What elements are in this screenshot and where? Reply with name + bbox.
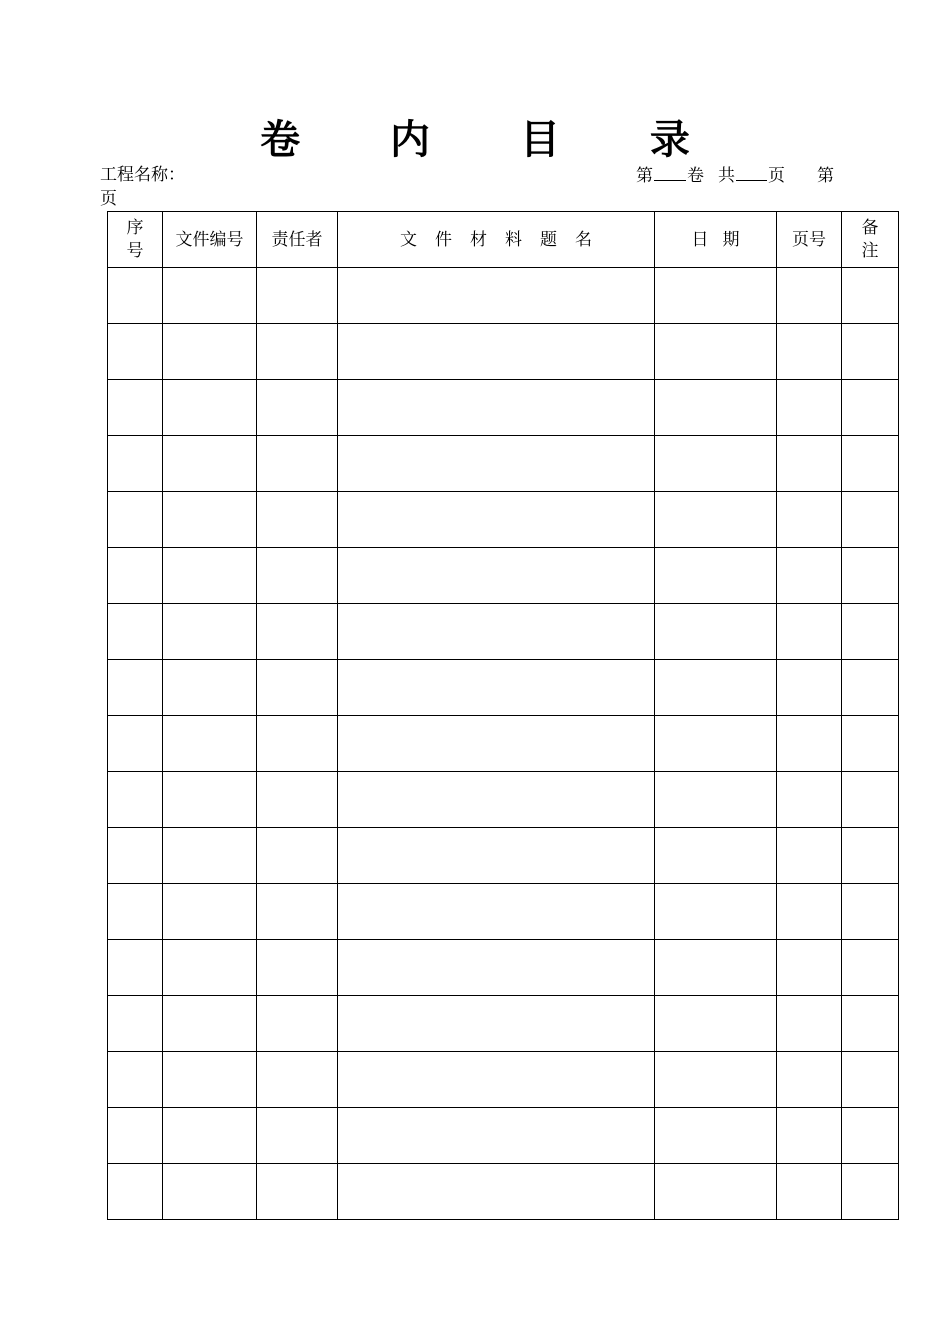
cell-responsible[interactable] bbox=[257, 772, 338, 828]
cell-file-number[interactable] bbox=[163, 380, 257, 436]
table-row bbox=[108, 996, 899, 1052]
cell-seq[interactable] bbox=[108, 940, 163, 996]
cell-responsible[interactable] bbox=[257, 548, 338, 604]
table-row bbox=[108, 940, 899, 996]
cell-file-title[interactable] bbox=[338, 1052, 655, 1108]
cell-seq[interactable] bbox=[108, 996, 163, 1052]
cell-responsible[interactable] bbox=[257, 1052, 338, 1108]
table-row bbox=[108, 492, 899, 548]
cell-seq[interactable] bbox=[108, 1052, 163, 1108]
cell-date[interactable] bbox=[655, 884, 777, 940]
table-row bbox=[108, 604, 899, 660]
header-remark-line1: 备 bbox=[861, 217, 879, 238]
header-responsible: 责任者 bbox=[257, 212, 338, 268]
cell-file-title[interactable] bbox=[338, 940, 655, 996]
total-pages-prefix: 共 bbox=[718, 166, 735, 186]
volume-number-blank[interactable] bbox=[654, 164, 686, 181]
cell-date[interactable] bbox=[655, 716, 777, 772]
table-row bbox=[108, 548, 899, 604]
cell-page-no[interactable] bbox=[777, 604, 842, 660]
table-row bbox=[108, 1052, 899, 1108]
cell-responsible[interactable] bbox=[257, 436, 338, 492]
cell-remark[interactable] bbox=[842, 380, 899, 436]
cell-date[interactable] bbox=[655, 1164, 777, 1220]
cell-remark[interactable] bbox=[842, 828, 899, 884]
cell-date[interactable] bbox=[655, 492, 777, 548]
header-seq-line1: 序 bbox=[126, 217, 144, 238]
cell-date[interactable] bbox=[655, 940, 777, 996]
cell-file-title[interactable] bbox=[338, 492, 655, 548]
table-row bbox=[108, 268, 899, 324]
cell-page-no[interactable] bbox=[777, 268, 842, 324]
cell-file-number[interactable] bbox=[163, 1052, 257, 1108]
cell-date[interactable] bbox=[655, 604, 777, 660]
cell-seq[interactable] bbox=[108, 716, 163, 772]
cell-seq[interactable] bbox=[108, 492, 163, 548]
cell-remark[interactable] bbox=[842, 884, 899, 940]
catalog-table bbox=[107, 211, 899, 1220]
cell-seq[interactable] bbox=[108, 604, 163, 660]
cell-date[interactable] bbox=[655, 436, 777, 492]
cell-date[interactable] bbox=[655, 772, 777, 828]
cell-seq[interactable] bbox=[108, 660, 163, 716]
total-pages-suffix: 页 bbox=[768, 166, 785, 186]
cell-responsible[interactable] bbox=[257, 940, 338, 996]
cell-responsible[interactable] bbox=[257, 716, 338, 772]
current-page-suffix: 页 bbox=[100, 189, 117, 209]
cell-file-number[interactable] bbox=[163, 436, 257, 492]
header-seq bbox=[108, 212, 163, 268]
cell-responsible[interactable] bbox=[257, 604, 338, 660]
header-remark bbox=[842, 212, 899, 268]
cell-responsible[interactable] bbox=[257, 1164, 338, 1220]
cell-file-number[interactable] bbox=[163, 772, 257, 828]
cell-file-number[interactable] bbox=[163, 548, 257, 604]
cell-file-number[interactable] bbox=[163, 1108, 257, 1164]
header-seq-line2: 号 bbox=[126, 240, 144, 261]
cell-seq[interactable] bbox=[108, 548, 163, 604]
cell-responsible[interactable] bbox=[257, 1108, 338, 1164]
cell-file-title[interactable] bbox=[338, 548, 655, 604]
cell-file-number[interactable] bbox=[163, 1164, 257, 1220]
cell-page-no[interactable] bbox=[777, 324, 842, 380]
total-pages-blank[interactable] bbox=[736, 164, 767, 181]
table-row bbox=[108, 828, 899, 884]
table-row bbox=[108, 436, 899, 492]
catalog-body bbox=[108, 268, 899, 1220]
cell-seq[interactable] bbox=[108, 884, 163, 940]
current-page-prefix: 第 bbox=[817, 166, 834, 186]
cell-page-no[interactable] bbox=[777, 492, 842, 548]
cell-remark[interactable] bbox=[842, 436, 899, 492]
cell-page-no[interactable] bbox=[777, 772, 842, 828]
cell-page-no[interactable] bbox=[777, 1108, 842, 1164]
cell-responsible[interactable] bbox=[257, 324, 338, 380]
cell-page-no[interactable] bbox=[777, 884, 842, 940]
cell-file-title[interactable] bbox=[338, 884, 655, 940]
cell-file-title[interactable] bbox=[338, 324, 655, 380]
cell-page-no[interactable] bbox=[777, 716, 842, 772]
table-row bbox=[108, 1108, 899, 1164]
cell-date[interactable] bbox=[655, 268, 777, 324]
cell-remark[interactable] bbox=[842, 324, 899, 380]
cell-remark[interactable] bbox=[842, 548, 899, 604]
cell-remark[interactable] bbox=[842, 1164, 899, 1220]
cell-page-no[interactable] bbox=[777, 828, 842, 884]
cell-file-number[interactable] bbox=[163, 268, 257, 324]
header-row bbox=[108, 212, 899, 268]
cell-responsible[interactable] bbox=[257, 380, 338, 436]
cell-file-number[interactable] bbox=[163, 828, 257, 884]
cell-file-number[interactable] bbox=[163, 996, 257, 1052]
cell-remark[interactable] bbox=[842, 772, 899, 828]
cell-remark[interactable] bbox=[842, 1052, 899, 1108]
cell-remark[interactable] bbox=[842, 604, 899, 660]
cell-file-number[interactable] bbox=[163, 492, 257, 548]
cell-date[interactable] bbox=[655, 828, 777, 884]
cell-file-number[interactable] bbox=[163, 660, 257, 716]
table-row bbox=[108, 660, 899, 716]
cell-page-no[interactable] bbox=[777, 660, 842, 716]
table-row bbox=[108, 716, 899, 772]
cell-seq[interactable] bbox=[108, 828, 163, 884]
cell-responsible[interactable] bbox=[257, 884, 338, 940]
cell-date[interactable] bbox=[655, 380, 777, 436]
cell-remark[interactable] bbox=[842, 660, 899, 716]
cell-remark[interactable] bbox=[842, 940, 899, 996]
cell-file-title[interactable] bbox=[338, 1108, 655, 1164]
cell-remark[interactable] bbox=[842, 492, 899, 548]
cell-file-title[interactable] bbox=[338, 772, 655, 828]
cell-remark[interactable] bbox=[842, 996, 899, 1052]
cell-remark[interactable] bbox=[842, 1108, 899, 1164]
cell-file-title[interactable] bbox=[338, 660, 655, 716]
cell-file-number[interactable] bbox=[163, 324, 257, 380]
cell-file-title[interactable] bbox=[338, 716, 655, 772]
cell-page-no[interactable] bbox=[777, 380, 842, 436]
cell-file-number[interactable] bbox=[163, 884, 257, 940]
cell-page-no[interactable] bbox=[777, 1052, 842, 1108]
table-row bbox=[108, 1164, 899, 1220]
cell-seq[interactable] bbox=[108, 772, 163, 828]
cell-date[interactable] bbox=[655, 996, 777, 1052]
cell-page-no[interactable] bbox=[777, 996, 842, 1052]
table-row bbox=[108, 380, 899, 436]
cell-responsible[interactable] bbox=[257, 996, 338, 1052]
table-row bbox=[108, 772, 899, 828]
cell-responsible[interactable] bbox=[257, 492, 338, 548]
cell-file-title[interactable] bbox=[338, 268, 655, 324]
cell-remark[interactable] bbox=[842, 268, 899, 324]
cell-responsible[interactable] bbox=[257, 828, 338, 884]
cell-date[interactable] bbox=[655, 1108, 777, 1164]
table-row bbox=[108, 324, 899, 380]
cell-date[interactable] bbox=[655, 548, 777, 604]
cell-page-no[interactable] bbox=[777, 436, 842, 492]
cell-file-title[interactable] bbox=[338, 1164, 655, 1220]
volume-page-info bbox=[636, 164, 834, 187]
cell-date[interactable] bbox=[655, 324, 777, 380]
cell-seq[interactable] bbox=[108, 1164, 163, 1220]
cell-file-title[interactable] bbox=[338, 604, 655, 660]
project-name-label: 工程名称： bbox=[100, 165, 185, 185]
cell-seq[interactable] bbox=[108, 324, 163, 380]
header-file-title: 文件材料题名 bbox=[338, 212, 655, 268]
cell-page-no[interactable] bbox=[777, 1164, 842, 1220]
cell-file-number[interactable] bbox=[163, 604, 257, 660]
header-page-no: 页号 bbox=[777, 212, 842, 268]
header-date: 日期 bbox=[655, 212, 777, 268]
cell-page-no[interactable] bbox=[777, 548, 842, 604]
cell-file-title[interactable] bbox=[338, 436, 655, 492]
cell-responsible[interactable] bbox=[257, 268, 338, 324]
volume-prefix: 第 bbox=[636, 166, 653, 186]
cell-file-title[interactable] bbox=[338, 828, 655, 884]
cell-seq[interactable] bbox=[108, 380, 163, 436]
cell-seq[interactable] bbox=[108, 268, 163, 324]
cell-file-title[interactable] bbox=[338, 380, 655, 436]
cell-file-title[interactable] bbox=[338, 996, 655, 1052]
cell-file-number[interactable] bbox=[163, 940, 257, 996]
cell-seq[interactable] bbox=[108, 1108, 163, 1164]
volume-suffix: 卷 bbox=[687, 166, 704, 186]
header-remark-line2: 注 bbox=[861, 240, 879, 261]
cell-date[interactable] bbox=[655, 1052, 777, 1108]
cell-responsible[interactable] bbox=[257, 660, 338, 716]
cell-remark[interactable] bbox=[842, 716, 899, 772]
page-title: 卷 内 目 录 bbox=[260, 117, 728, 163]
header-file-number: 文件编号 bbox=[163, 212, 257, 268]
cell-page-no[interactable] bbox=[777, 940, 842, 996]
cell-file-number[interactable] bbox=[163, 716, 257, 772]
cell-seq[interactable] bbox=[108, 436, 163, 492]
table-row bbox=[108, 884, 899, 940]
cell-date[interactable] bbox=[655, 660, 777, 716]
